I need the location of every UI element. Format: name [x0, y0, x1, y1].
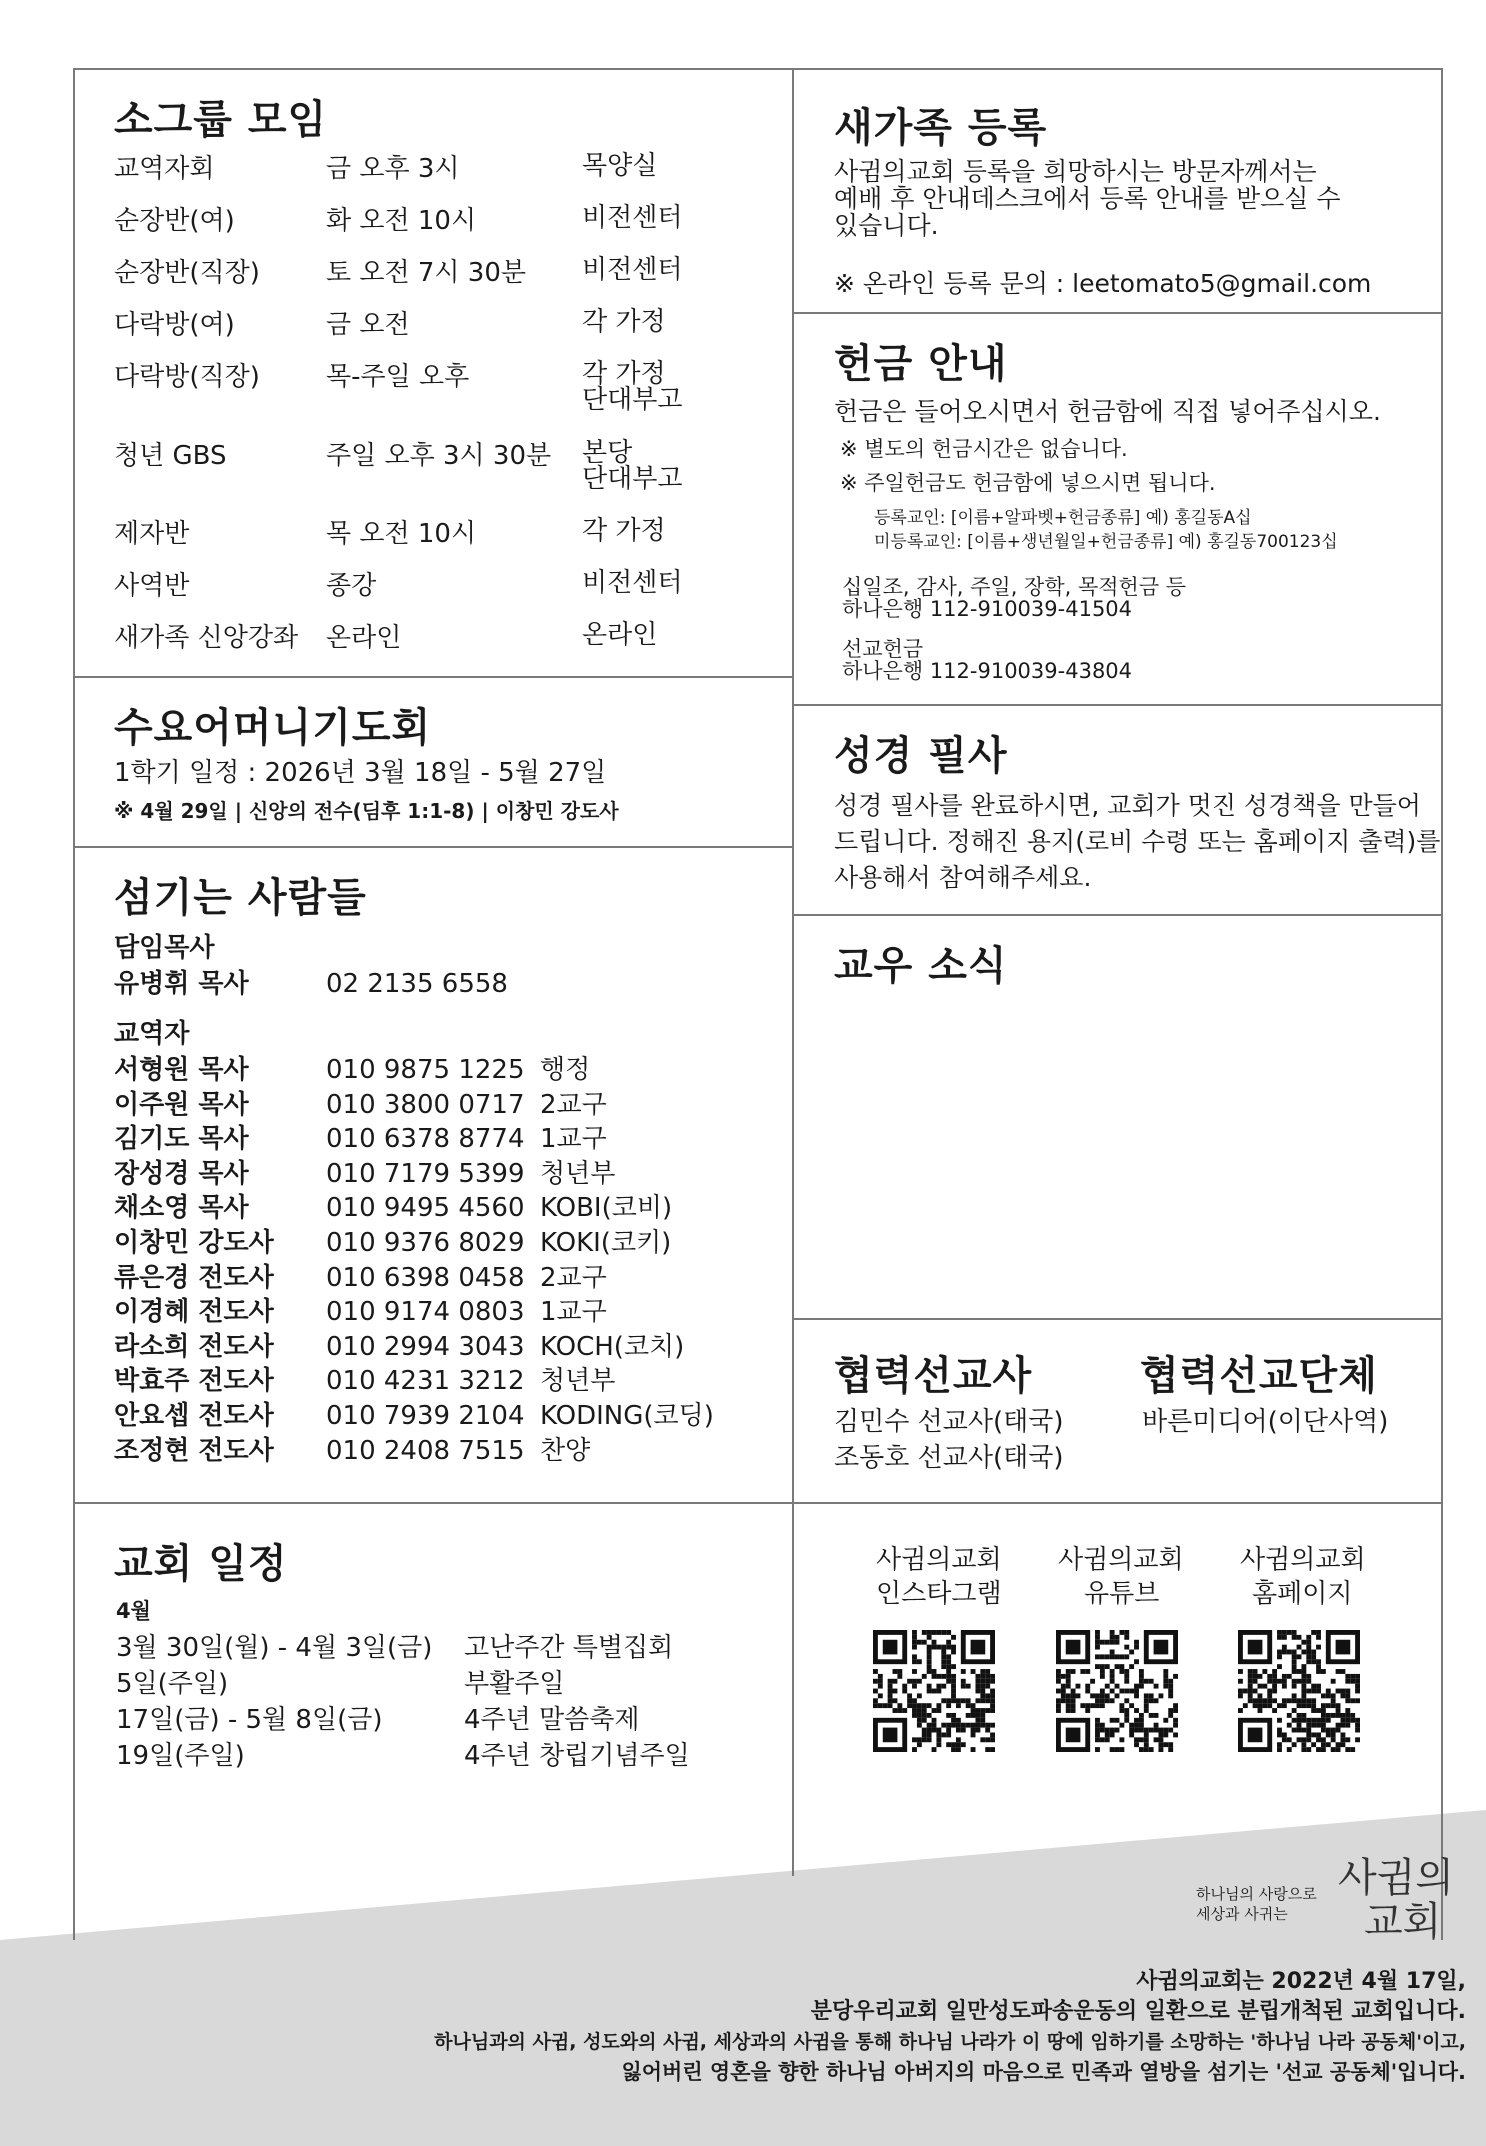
staff-name: 채소영 목사 — [114, 1193, 249, 1224]
qr-youtube-label-1: 사귐의교회 — [1058, 1545, 1184, 1575]
new-family-title: 새가족 등록 — [834, 105, 1048, 151]
qr-homepage[interactable] — [1238, 1630, 1360, 1752]
staff-role: KOBI(코비) — [540, 1193, 673, 1224]
group-name: 교역자회 — [114, 154, 215, 184]
offering-note-1: ※ 별도의 헌금시간은 없습니다. — [840, 437, 1128, 461]
offering-account1: 하나은행 112-910039-41504 — [842, 597, 1133, 621]
staff-phone: 010 9376 8029 — [326, 1228, 525, 1258]
mothers-prayer-title: 수요어머니기도회 — [114, 705, 432, 751]
center-divider — [792, 68, 794, 1876]
offering-main: 헌금은 들어오시면서 헌금함에 직접 넣어주십시오. — [834, 397, 1381, 426]
staff-role: 1교구 — [540, 1124, 607, 1155]
calendar-title: 교회 일정 — [114, 1541, 288, 1587]
staff-name: 박효주 전도사 — [114, 1366, 274, 1397]
calendar-date: 19일(주일) — [116, 1741, 245, 1771]
logo-tagline-1: 하나님의 사랑으로 — [1196, 1885, 1317, 1903]
group-name: 다락방(직장) — [114, 362, 260, 392]
group-time: 주일 오후 3시 30분 — [326, 441, 552, 471]
staff-role: KOCH(코치) — [540, 1331, 685, 1362]
senior-pastor-name: 유병휘 목사 — [114, 969, 249, 999]
staff-role: KOKI(코키) — [540, 1228, 672, 1258]
qr-instagram[interactable] — [873, 1630, 995, 1752]
staff-name: 이경혜 전도사 — [114, 1297, 274, 1328]
offering-account1-label: 십일조, 감사, 주일, 장학, 목적헌금 등 — [842, 575, 1187, 599]
senior-pastor-phone: 02 2135 6558 — [326, 969, 508, 999]
offering-registered: 등록교인: [이름+알파벳+헌금종류] 예) 홍길동A십 — [874, 508, 1252, 528]
staff-role: 1교구 — [540, 1297, 607, 1328]
calendar-event: 고난주간 특별집회 — [464, 1633, 674, 1663]
staff-role: 청년부 — [540, 1366, 616, 1397]
bible-line-1: 성경 필사를 완료하시면, 교회가 멋진 성경책을 만들어 — [834, 791, 1421, 820]
staff-phone: 010 6378 8774 — [326, 1124, 525, 1155]
group-name: 청년 GBS — [114, 441, 227, 471]
calendar-event: 4주년 창립기념주일 — [464, 1741, 690, 1771]
offering-account2: 하나은행 112-910039-43804 — [842, 659, 1133, 683]
staff-phone: 010 9875 1225 — [326, 1055, 525, 1085]
group-name: 새가족 신앙강좌 — [114, 623, 299, 653]
staff-phone: 010 2994 3043 — [326, 1331, 525, 1362]
staff-phone: 010 2408 7515 — [326, 1435, 525, 1466]
group-place: 각 가정 — [582, 516, 666, 546]
missionary-1: 김민수 선교사(태국) — [834, 1407, 1064, 1437]
footer-line-1: 사귐의교회는 2022년 4월 17일, — [1136, 1969, 1466, 1994]
divider-groups — [73, 676, 793, 678]
qr-homepage-label-2: 홈페이지 — [1252, 1579, 1353, 1609]
staff-role: KODING(코딩) — [540, 1401, 714, 1431]
footer-line-3: 하나님과의 사귐, 성도와의 사귐, 세상과의 사귐을 통해 하나님 나라가 이 땅에 임하기를 소망하는 '하나님 나라 공동체'이고, — [434, 2031, 1466, 2053]
staff-phone: 010 7179 5399 — [326, 1158, 525, 1189]
new-family-online: ※ 온라인 등록 문의 : leetomato5@gmail.com — [834, 269, 1372, 298]
calendar-date: 3월 30일(월) - 4월 3일(금) — [116, 1633, 433, 1663]
group-place-2: 단대부고 — [582, 464, 683, 494]
mission-org-title: 협력선교단체 — [1140, 1353, 1378, 1399]
staff-name: 서형원 목사 — [114, 1055, 249, 1085]
group-place: 목양실 — [582, 151, 658, 181]
group-place: 각 가정 — [582, 359, 666, 389]
offering-title: 헌금 안내 — [834, 341, 1008, 387]
group-name: 사역반 — [114, 571, 190, 601]
calendar-date: 17일(금) - 5월 8일(금) — [116, 1705, 383, 1735]
footer-line-2: 분당우리교회 일만성도파송운동의 일환으로 분립개척된 교회입니다. — [810, 1999, 1466, 2024]
staff-role: 2교구 — [540, 1089, 607, 1120]
divider-missionaries — [793, 1502, 1443, 1504]
mothers-prayer-note: ※ 4월 29일 | 신앙의 전수(딤후 1:1-8) | 이창민 강도사 — [114, 799, 619, 823]
staff-name: 김기도 목사 — [114, 1124, 249, 1155]
logo-name-1: 사귐의 — [1338, 1855, 1454, 1901]
staff-name: 이주원 목사 — [114, 1089, 249, 1120]
group-time: 목 오전 10시 — [326, 519, 477, 549]
offering-account2-label: 선교헌금 — [842, 637, 924, 661]
missionary-2: 조동호 선교사(태국) — [834, 1443, 1064, 1473]
qr-instagram-label-1: 사귐의교회 — [876, 1545, 1002, 1575]
offering-note-2: ※ 주일헌금도 헌금함에 넣으시면 됩니다. — [840, 471, 1216, 495]
staff-name: 조정현 전도사 — [114, 1435, 274, 1466]
group-place: 각 가정 — [582, 307, 666, 337]
servants-title: 섬기는 사람들 — [114, 875, 367, 921]
new-family-line-3: 있습니다. — [834, 211, 939, 240]
staff-phone: 010 3800 0717 — [326, 1089, 525, 1120]
staff-role: 행정 — [540, 1055, 591, 1085]
staff-name: 류은경 전도사 — [114, 1262, 274, 1293]
group-place: 비전센터 — [582, 203, 683, 233]
group-time: 목-주일 오후 — [326, 362, 470, 392]
divider-servants — [73, 1502, 793, 1504]
group-place: 비전센터 — [582, 255, 683, 285]
group-time: 온라인 — [326, 623, 402, 653]
senior-pastor-label: 담임목사 — [114, 933, 215, 963]
logo-tagline-2: 세상과 사귀는 — [1196, 1905, 1288, 1923]
staff-phone: 010 9495 4560 — [326, 1193, 525, 1224]
qr-instagram-label-2: 인스타그램 — [876, 1579, 1002, 1609]
qr-homepage-label-1: 사귐의교회 — [1240, 1545, 1366, 1575]
group-name: 순장반(여) — [114, 206, 235, 236]
staff-phone: 010 6398 0458 — [326, 1262, 525, 1293]
staff-name: 이창민 강도사 — [114, 1228, 274, 1258]
staff-role: 청년부 — [540, 1158, 616, 1189]
group-place: 본당 — [582, 438, 633, 468]
group-time: 금 오후 3시 — [326, 154, 460, 184]
missionaries-title: 협력선교사 — [834, 1353, 1033, 1399]
bible-line-3: 사용해서 참여해주세요. — [834, 863, 1092, 892]
calendar-event: 부활주일 — [464, 1669, 565, 1699]
group-time: 화 오전 10시 — [326, 206, 477, 236]
divider-bible — [793, 914, 1443, 916]
calendar-event: 4주년 말씀축제 — [464, 1705, 640, 1735]
staff-phone: 010 7939 2104 — [326, 1401, 525, 1431]
staff-role: 2교구 — [540, 1262, 607, 1293]
staff-label: 교역자 — [114, 1019, 190, 1049]
qr-youtube[interactable] — [1056, 1630, 1178, 1752]
divider-newfamily — [793, 312, 1443, 314]
group-place-2: 단대부고 — [582, 385, 683, 415]
group-place: 비전센터 — [582, 568, 683, 598]
logo-name-2: 교회 — [1364, 1899, 1442, 1945]
group-time: 금 오전 — [326, 310, 410, 340]
group-name: 다락방(여) — [114, 310, 235, 340]
new-family-line-2: 예배 후 안내데스크에서 등록 안내를 받으실 수 — [834, 184, 1341, 213]
group-place: 온라인 — [582, 620, 658, 650]
calendar-date: 5일(주일) — [116, 1669, 229, 1699]
group-name: 순장반(직장) — [114, 258, 260, 288]
footer-line-4: 잃어버린 영혼을 향한 하나님 아버지의 마음으로 민족과 열방을 섬기는 '선교 공동체'입니다. — [621, 2060, 1466, 2084]
small-groups-title: 소그룹 모임 — [114, 97, 328, 143]
news-title: 교우 소식 — [834, 943, 1008, 989]
mothers-prayer-schedule: 1학기 일정 : 2026년 3월 18일 - 5월 27일 — [114, 758, 607, 788]
qr-youtube-label-2: 유튜브 — [1084, 1579, 1160, 1609]
new-family-line-1: 사귐의교회 등록을 희망하시는 방문자께서는 — [834, 157, 1317, 186]
group-name: 제자반 — [114, 519, 190, 549]
staff-phone: 010 9174 0803 — [326, 1297, 525, 1328]
group-time: 토 오전 7시 30분 — [326, 258, 527, 288]
offering-unregistered: 미등록교인: [이름+생년월일+헌금종류] 예) 홍길동700123십 — [874, 532, 1338, 552]
staff-role: 찬양 — [540, 1435, 591, 1466]
staff-name: 라소희 전도사 — [114, 1331, 274, 1362]
staff-name: 장성경 목사 — [114, 1158, 249, 1189]
staff-name: 안요셉 전도사 — [114, 1401, 274, 1431]
mission-org-1: 바른미디어(이단사역) — [1142, 1407, 1389, 1437]
divider-offering — [793, 704, 1443, 706]
bible-title: 성경 필사 — [834, 733, 1008, 779]
group-time: 종강 — [326, 571, 377, 601]
divider-prayer — [73, 846, 793, 848]
bible-line-2: 드립니다. 정해진 용지(로비 수령 또는 홈페이지 출력)를 — [834, 827, 1441, 856]
divider-news — [793, 1318, 1443, 1320]
staff-phone: 010 4231 3212 — [326, 1366, 525, 1397]
calendar-month: 4월 — [116, 1599, 151, 1623]
